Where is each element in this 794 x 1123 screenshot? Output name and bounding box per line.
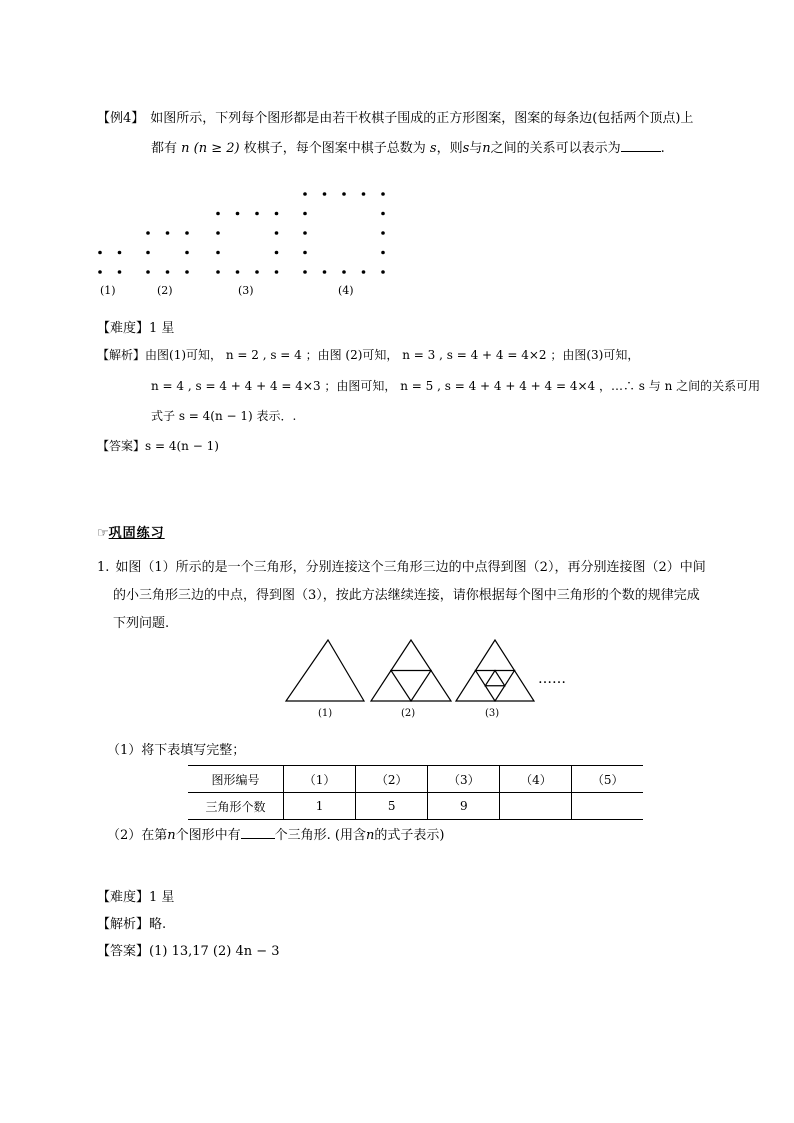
example-text-b: 枚棋子，每个图案中棋子总数为 <box>243 141 426 156</box>
chess-pattern-figure <box>90 190 400 300</box>
difficulty-2 <box>97 886 174 905</box>
fig-label-2: (2) <box>157 284 173 297</box>
table-cell: 1 <box>284 793 356 820</box>
answer-tag: 【答案】 <box>97 439 146 453</box>
answer-2 <box>97 940 280 959</box>
example-text-d: 与 <box>469 141 483 156</box>
triangle-fig-3-innermost <box>485 671 505 686</box>
analysis-value: 略. <box>149 917 167 932</box>
chess-piece <box>216 270 220 274</box>
chess-piece <box>275 212 279 216</box>
triangle-fig-2-inner <box>391 671 431 702</box>
difficulty-tag: 【难度】 <box>97 890 150 905</box>
table-cell: 图形编号 <box>188 766 284 793</box>
chess-piece <box>303 231 307 235</box>
example-s2: s <box>462 141 470 156</box>
chess-piece <box>236 212 240 216</box>
q2-blank <box>241 826 275 839</box>
difficulty-value: 1 星 <box>149 321 175 336</box>
chess-piece <box>381 212 385 216</box>
difficulty-1 <box>97 317 174 336</box>
chess-piece <box>342 192 346 196</box>
table-cell: （3） <box>428 766 500 793</box>
hand-pointer-icon: ☞ <box>97 526 109 541</box>
chess-piece <box>118 270 122 274</box>
chess-piece <box>146 270 150 274</box>
chess-piece <box>146 231 150 235</box>
problem-line-2: 的小三角形三边的中点，得到图（3），按此方法继续连接，请你根据每个图中三角形的个数的规律完成 <box>113 588 700 603</box>
chess-piece <box>303 192 307 196</box>
example-text-end: . <box>660 141 665 156</box>
chess-piece <box>362 270 366 274</box>
chess-piece <box>255 270 259 274</box>
table-cell: （4） <box>500 766 572 793</box>
table-cell: 三角形个数 <box>188 793 284 820</box>
chess-piece <box>303 251 307 255</box>
tri-label-3: (3) <box>485 708 500 719</box>
q2-text-d: 的式子表示) <box>374 828 445 843</box>
example-line-1 <box>97 107 693 126</box>
table-cell: （2） <box>356 766 428 793</box>
table-cell: （5） <box>572 766 643 793</box>
difficulty-tag: 【难度】 <box>97 321 150 336</box>
chess-piece <box>255 212 259 216</box>
chess-piece <box>166 231 170 235</box>
q2-text-c: 个三角形. (用含 <box>274 828 367 843</box>
chess-piece <box>185 251 189 255</box>
example-text-a: 都有 <box>151 141 178 156</box>
chess-piece <box>381 251 385 255</box>
answer-value: (1) 13,17 (2) 4n − 3 <box>149 944 280 959</box>
example-line-2 <box>151 137 665 156</box>
problem-text-1: 如图（1）所示的是一个三角形，分别连接这个三角形三边的中点得到图（2），再分别连接图（2）中间 <box>115 560 706 575</box>
chess-piece <box>381 231 385 235</box>
chess-piece <box>275 231 279 235</box>
problem-number: 1. <box>97 560 110 575</box>
chess-piece <box>185 231 189 235</box>
q2-text-b: 个图形中有 <box>175 828 241 843</box>
answer-tag: 【答案】 <box>97 944 150 959</box>
table-cell[interactable] <box>500 793 572 820</box>
question-1: （1）将下表填写完整； <box>107 743 246 758</box>
difficulty-value: 1 星 <box>149 890 175 905</box>
analysis-1-line2: n = 4 , s = 4 + 4 + 4 = 4×3 ；由图可知， n = 5 , s = 4 + 4 + 4 + 4 = 4×4 ，…∴ s 与 n 之间的关系可用 <box>151 379 761 393</box>
fig-label-1: (1) <box>100 284 116 297</box>
chess-piece <box>303 212 307 216</box>
ellipsis: …… <box>538 671 566 687</box>
analysis-2 <box>97 913 166 932</box>
triangle-count-table <box>188 765 643 820</box>
chess-piece <box>303 270 307 274</box>
answer-1 <box>97 437 219 454</box>
chess-piece <box>362 192 366 196</box>
example-tag: 【例4】 <box>97 111 145 126</box>
chess-piece <box>323 192 327 196</box>
question-2 <box>107 824 444 843</box>
chess-piece <box>216 231 220 235</box>
example-text-e: 之间的关系可以表示为 <box>490 141 621 156</box>
chess-piece <box>275 251 279 255</box>
analysis-tag: 【解析】 <box>97 917 150 932</box>
chess-piece <box>381 192 385 196</box>
chess-piece <box>216 251 220 255</box>
example-s: s <box>429 141 437 156</box>
chess-piece <box>98 251 102 255</box>
analysis-1-line3: 式子 s = 4(n − 1) 表示．. <box>151 409 297 423</box>
q2-text-a: （2）在第 <box>107 828 168 843</box>
triangle-figures <box>280 635 580 720</box>
chess-piece <box>275 270 279 274</box>
tri-label-1: (1) <box>318 708 333 719</box>
table-cell: （1） <box>284 766 356 793</box>
fig-label-4: (4) <box>338 284 354 297</box>
chess-piece <box>118 251 122 255</box>
analysis-tag: 【解析】 <box>97 348 146 362</box>
practice-section-title <box>97 522 165 541</box>
example-n2: n <box>482 141 491 156</box>
chess-piece <box>98 270 102 274</box>
table-row <box>188 793 643 820</box>
table-header-row <box>188 766 643 793</box>
analysis-line1: 由图(1)可知， n = 2 , s = 4 ；由图 (2)可知， n = 3 , s = 4 + 4 = 4×2 ；由图(3)可知， <box>145 348 640 362</box>
chess-piece <box>342 270 346 274</box>
triangle-fig-1 <box>286 640 364 701</box>
chess-piece <box>216 212 220 216</box>
q2-n2: n <box>366 828 375 843</box>
table-cell: 5 <box>356 793 428 820</box>
problem-line-3: 下列问题. <box>113 616 170 631</box>
example-n-condition: n (n ≥ 2) <box>181 141 240 156</box>
chess-piece <box>381 270 385 274</box>
chess-piece <box>146 251 150 255</box>
analysis-1 <box>97 346 639 363</box>
chess-piece <box>323 270 327 274</box>
practice-title: 巩固练习 <box>108 526 165 541</box>
chess-piece <box>236 270 240 274</box>
example-text-c: ，则 <box>436 141 463 156</box>
answer-blank <box>621 139 661 152</box>
chess-piece <box>185 270 189 274</box>
problem-line-1 <box>97 556 706 575</box>
fig-label-3: (3) <box>238 284 254 297</box>
tri-label-2: (2) <box>401 708 416 719</box>
q2-n: n <box>167 828 176 843</box>
example-text-line1: 如图所示，下列每个图形都是由若干枚棋子围成的正方形图案，图案的每条边(包括两个顶点)上 <box>150 111 694 126</box>
answer-value: s = 4(n − 1) <box>145 439 219 453</box>
table-cell: 9 <box>428 793 500 820</box>
chess-piece <box>166 270 170 274</box>
table-cell[interactable] <box>572 793 643 820</box>
